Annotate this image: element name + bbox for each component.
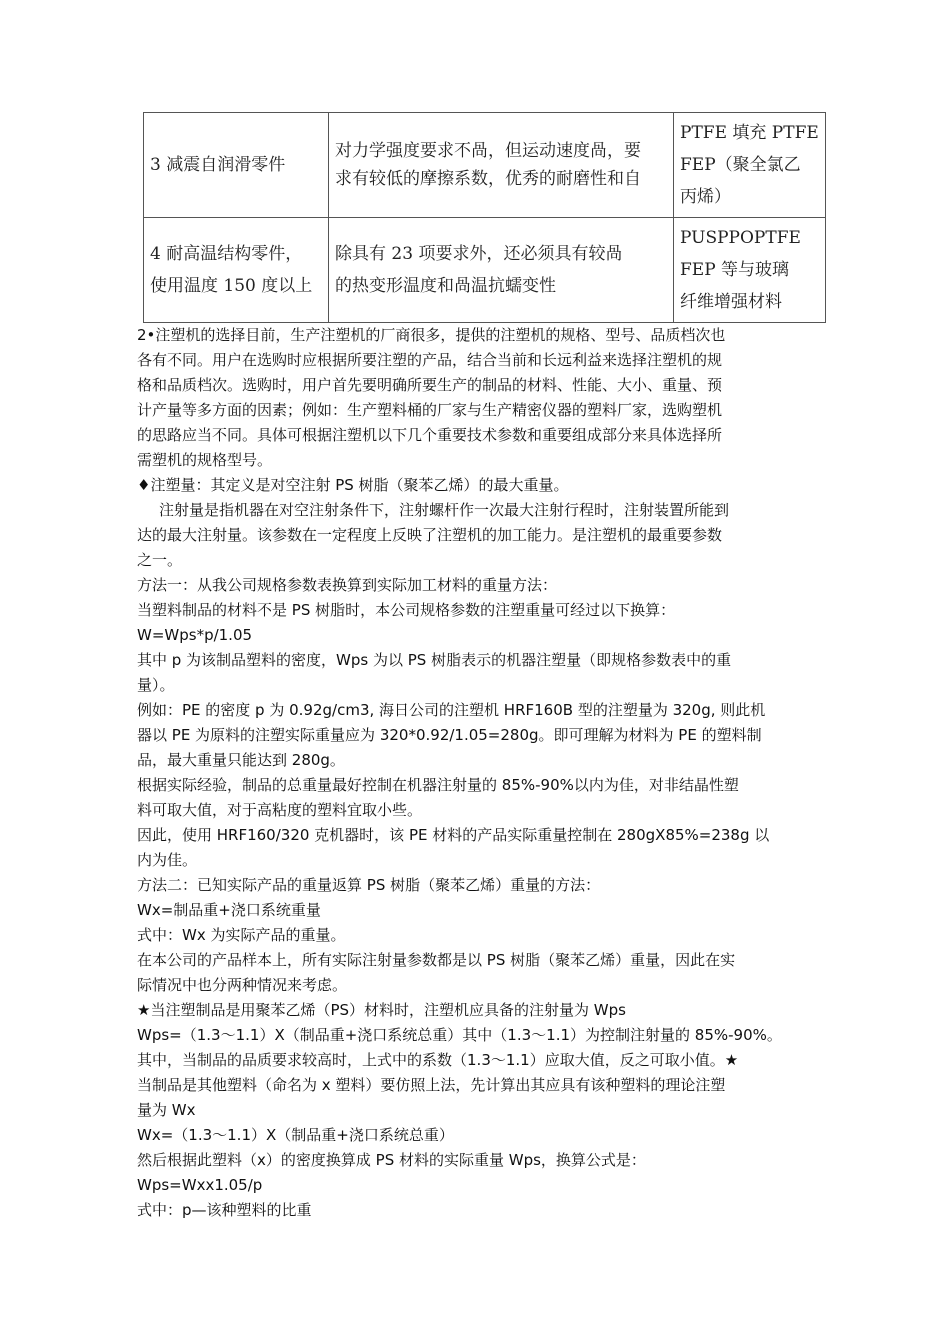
cell-text: PTFE 填充 PTFE <box>680 123 819 143</box>
paragraph-line: ★当注塑制品是用聚苯乙烯（PS）材料时，注塑机应具备的注射量为 Wps <box>137 1001 626 1019</box>
cell-text: 3 减震自润滑零件 <box>150 155 286 175</box>
cell-text: 除具有 23 项要求外，还必须具有较咼 <box>335 244 623 264</box>
body-text <box>137 323 817 1223</box>
paragraph-line: 方法二：已知实际产品的重量返算 PS 树脂（聚苯乙烯）重量的方法： <box>137 876 601 894</box>
paragraph-line: 例如：PE 的密度 p 为 0.92g/cm3, 海日公司的注塑机 HRF160B 型的注塑量为 320g, 则此机 <box>137 701 766 719</box>
cell-text: 使用温度 150 度以上 <box>150 276 313 296</box>
cell-text: FEP（聚全氯乙 <box>680 155 801 175</box>
cell-text: 的热变形温度和咼温抗蠕变性 <box>335 276 556 296</box>
cell-text: FEP 等与玻璃 <box>680 260 790 280</box>
cell-text: 4 耐高温结构零件， <box>150 244 303 264</box>
table-cell-application <box>144 218 329 323</box>
cell-text: 丙烯） <box>680 187 731 207</box>
paragraph-line: 达的最大注射量。该参数在一定程度上反映了注塑机的加工能力。是注塑机的最重要参数 <box>137 526 723 544</box>
paragraph-line: 计产量等多方面的因素；例如：生产塑料桶的厂家与生产精密仪器的塑料厂家，选购塑机 <box>137 401 723 419</box>
paragraph-line: 其中，当制品的品质要求较高时，上式中的系数（1.3～1.1）应取大值，反之可取小值。★ <box>137 1051 739 1069</box>
table-cell-application <box>144 113 329 218</box>
paragraph-line: 式中：p—该种塑料的比重 <box>137 1201 312 1219</box>
table-cell-requirement <box>329 218 674 323</box>
paragraph-line: 式中：Wx 为实际产品的重量。 <box>137 926 346 944</box>
paragraph-line: 当制品是其他塑料（命名为 x 塑料）要仿照上法，先计算出其应具有该种塑料的理论注塑 <box>137 1076 726 1094</box>
paragraph-line: 品，最大重量只能达到 280g。 <box>137 751 345 769</box>
paragraph-line: 际情况中也分两种情况来考虑。 <box>137 976 348 994</box>
table-cell-requirement <box>329 113 674 218</box>
table-cell-material <box>674 113 826 218</box>
paragraph-line: 料可取大值，对于高粘度的塑料宜取小些。 <box>137 801 423 819</box>
cell-text: PUSPPOPTFE <box>680 228 801 248</box>
paragraph-line: 的思路应当不同。具体可根据注塑机以下几个重要技术参数和重要组成部分来具体选择所 <box>137 426 723 444</box>
table-cell-material <box>674 218 826 323</box>
formula-line: Wps=Wxx1.05/p <box>137 1176 263 1194</box>
paragraph-line: 因此，使用 HRF160/320 克机器时，该 PE 材料的产品实际重量控制在 280gX85%=238g 以 <box>137 826 770 844</box>
table-row <box>144 218 826 323</box>
formula-line: Wx=制品重+浇口系统重量 <box>137 901 321 919</box>
paragraph-line: 然后根据此塑料（x）的密度换算成 PS 材料的实际重量 Wps，换算公式是： <box>137 1151 646 1169</box>
paragraph-line: 之一。 <box>137 551 183 569</box>
paragraph-line: 注射量是指机器在对空注射条件下，注射螺杆作一次最大注射行程时，注射装置所能到 <box>159 501 730 519</box>
paragraph-line: 其中 p 为该制品塑料的密度，Wps 为以 PS 树脂表示的机器注塑量（即规格参数表中的重 <box>137 651 732 669</box>
cell-text: 对力学强度要求不咼，但运动速度咼，要 <box>335 141 641 161</box>
paragraph-line: 格和品质档次。选购时，用户首先要明确所要生产的制品的材料、性能、大小、重量、预 <box>137 376 723 394</box>
paragraph-line: 内为佳。 <box>137 851 198 869</box>
paragraph-line: 量）。 <box>137 676 175 694</box>
material-table <box>143 112 826 323</box>
paragraph-line: 方法一：从我公司规格参数表换算到实际加工材料的重量方法： <box>137 576 558 594</box>
formula-line: Wps=（1.3～1.1）X（制品重+浇口系统总重）其中（1.3～1.1）为控制注射量的 85%-90%。 <box>137 1026 782 1044</box>
table-row <box>144 113 826 218</box>
formula-line: W=Wps*p/1.05 <box>137 626 253 644</box>
paragraph-line: 在本公司的产品样本上，所有实际注射量参数都是以 PS 树脂（聚苯乙烯）重量，因此在实 <box>137 951 736 969</box>
paragraph-line: 各有不同。用户在选购时应根据所要注塑的产品，结合当前和长远利益来选择注塑机的规 <box>137 351 723 369</box>
paragraph-line: 2•注塑机的选择目前，生产注塑机的厂商很多，提供的注塑机的规格、型号、品质档次也 <box>137 326 726 344</box>
paragraph-line: 根据实际经验，制品的总重量最好控制在机器注射量的 85%-90%以内为佳，对非结晶性塑 <box>137 776 739 794</box>
cell-text: 纤维增强材料 <box>680 292 782 312</box>
cell-text: 求有较低的摩擦系数，优秀的耐磨性和自 <box>335 169 641 189</box>
formula-line: Wx=（1.3～1.1）X（制品重+浇口系统总重） <box>137 1126 454 1144</box>
paragraph-line: ♦注塑量：其定义是对空注射 PS 树脂（聚苯乙烯）的最大重量。 <box>137 476 569 494</box>
paragraph-line: 需塑机的规格型号。 <box>137 451 273 469</box>
paragraph-line: 器以 PE 为原料的注塑实际重量应为 320*0.92/1.05=280g。即可理解为材料为 PE 的塑料制 <box>137 726 762 744</box>
paragraph-line: 当塑料制品的材料不是 PS 树脂时，本公司规格参数的注塑重量可经过以下换算： <box>137 601 676 619</box>
paragraph-line: 量为 Wx <box>137 1101 196 1119</box>
